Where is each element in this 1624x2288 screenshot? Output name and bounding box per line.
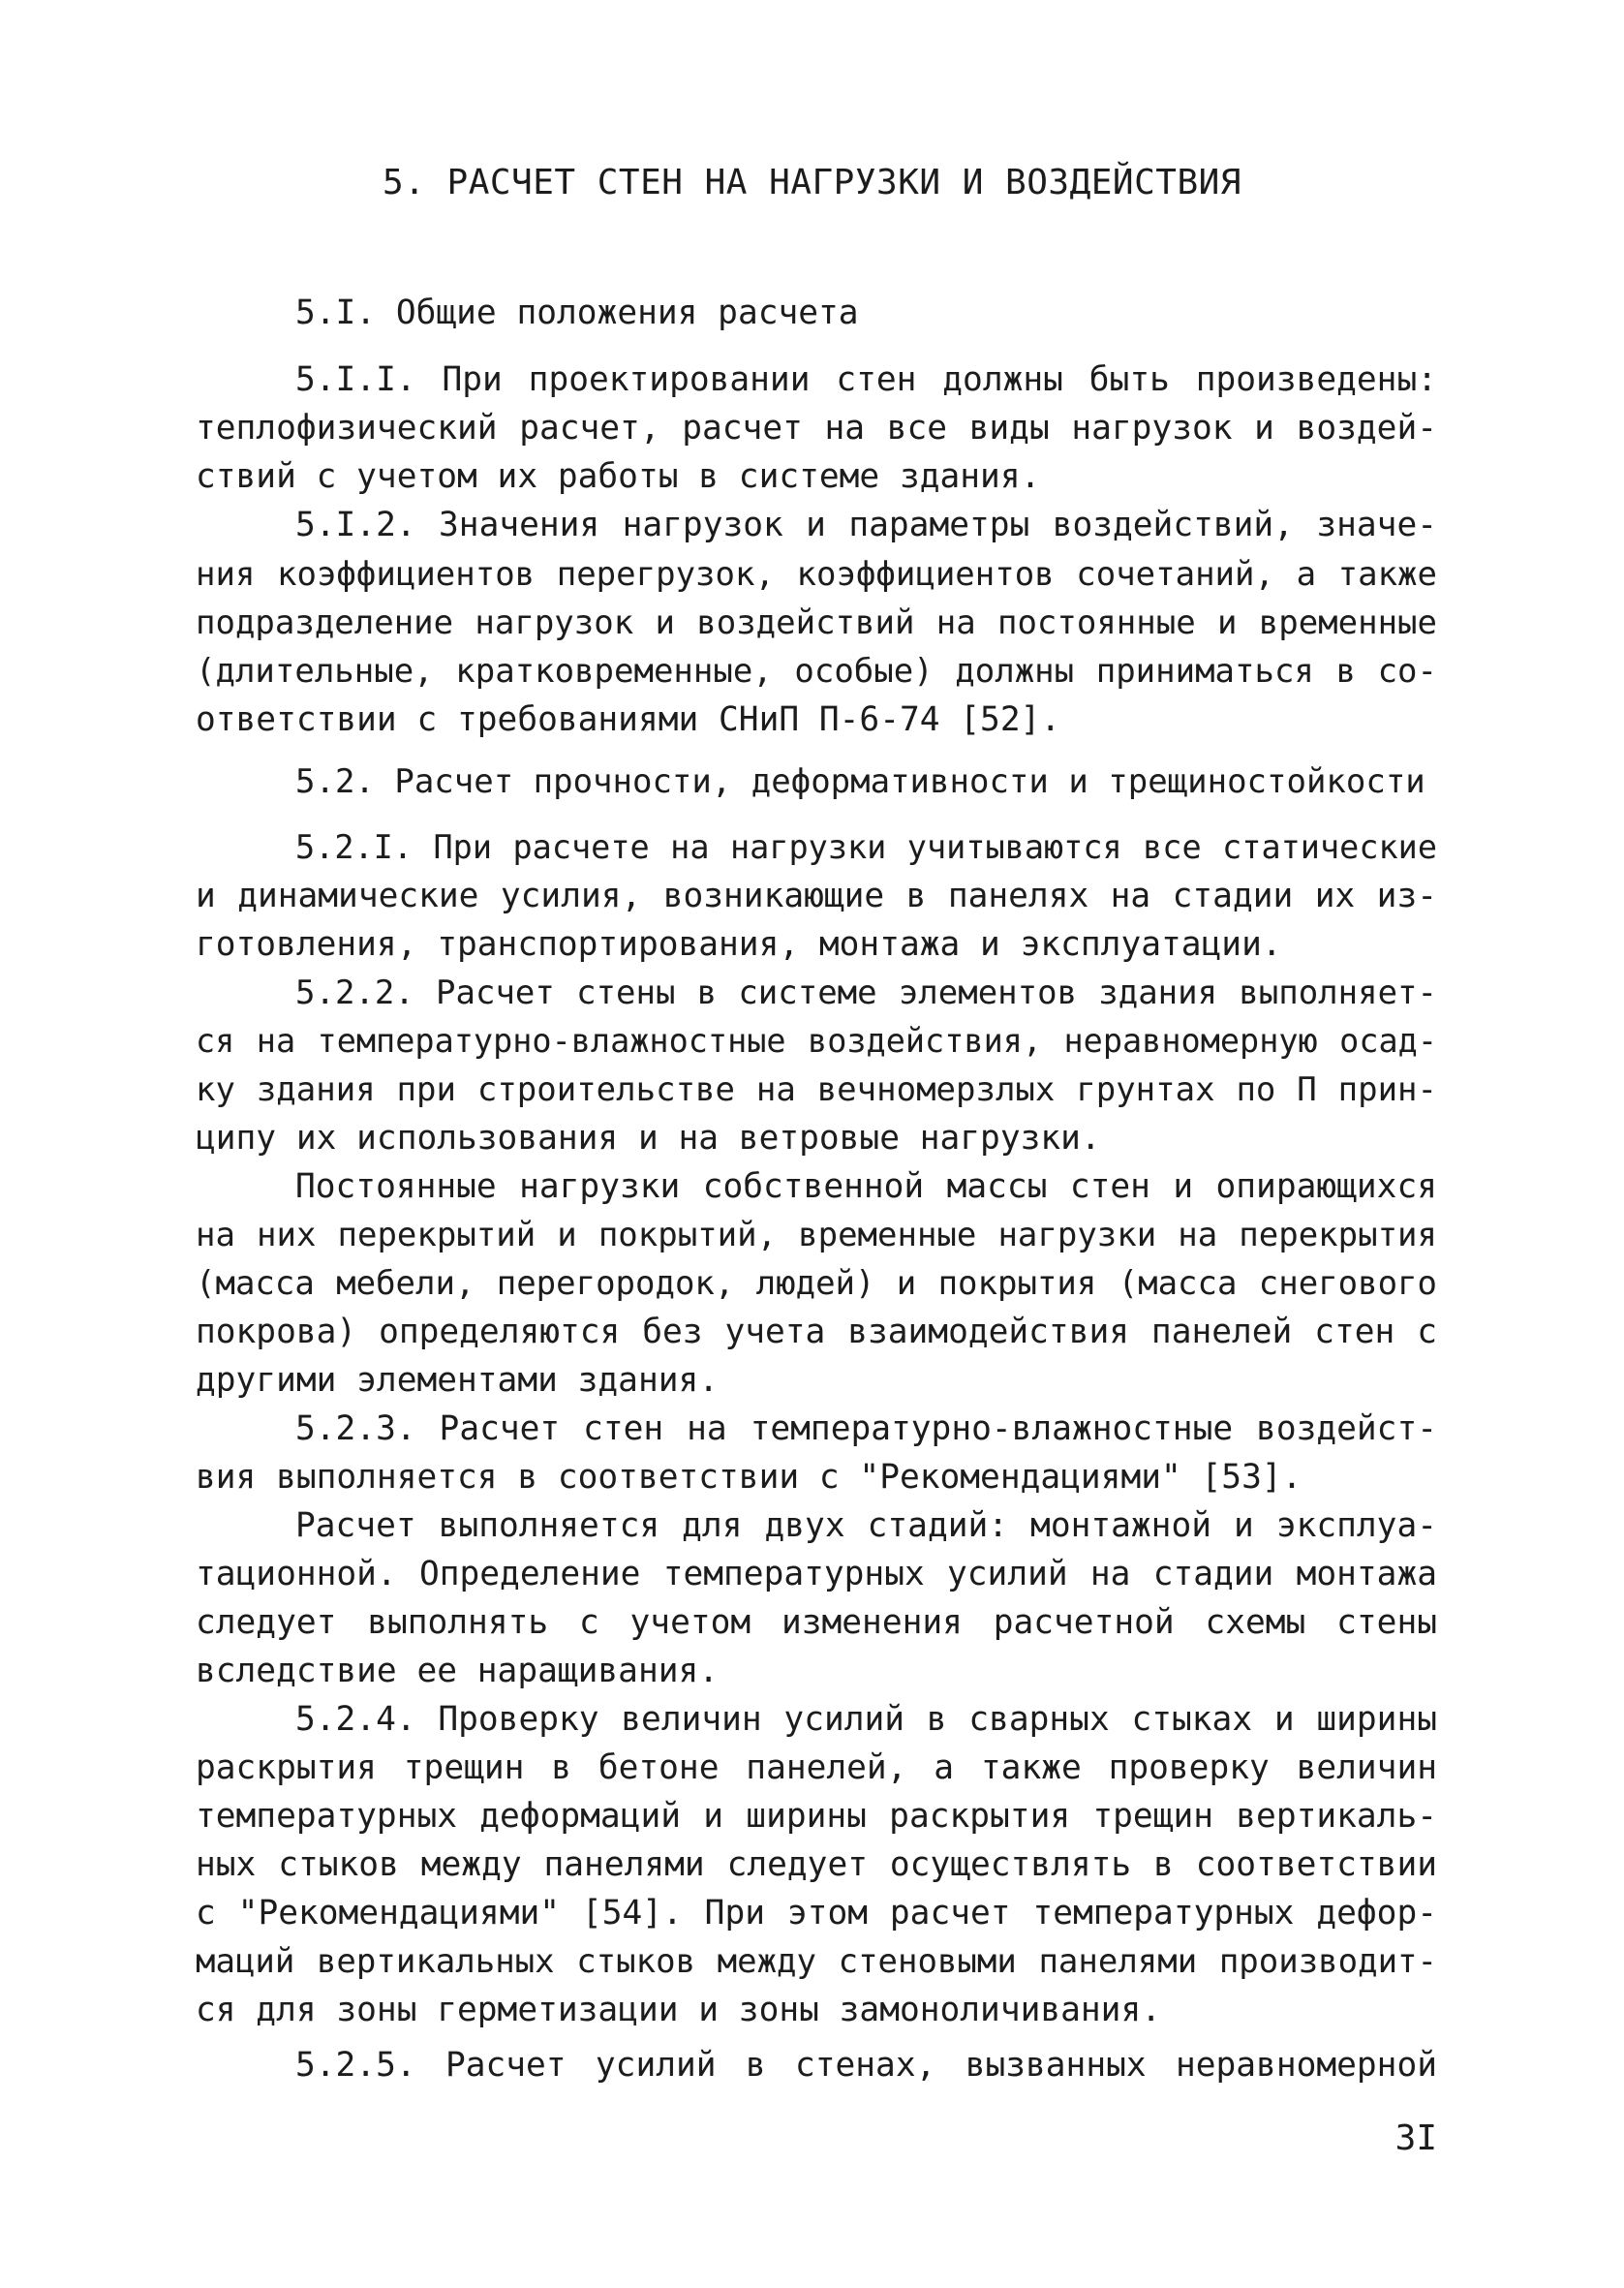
text-line: 5.I.I. При проектировании стен должны быть произведены: <box>295 360 1437 399</box>
text-line: Расчет выполняется для двух стадий: монтажной и эксплуа- <box>295 1506 1437 1545</box>
text-line: (длительные, кратковременные, особые) должны приниматься в со- <box>196 652 1437 691</box>
text-line: вследствие ее наращивания. <box>196 1652 720 1690</box>
text-line: ку здания при строительстве на вечномерзлых грунтах по П прин- <box>196 1070 1437 1109</box>
text-line: 5.2.5. Расчет усилий в стенах, вызванных неравномерной <box>295 2046 1437 2085</box>
text-line: ных стыков между панелями следует осуществлять в соответствии <box>196 1845 1437 1884</box>
text-line: ответствии с требованиями СНиП П-6-74 [52]. <box>196 700 1061 739</box>
text-line: тационной. Определение температурных усилий на стадии монтажа <box>196 1555 1437 1593</box>
page-number: 3I <box>1394 2118 1437 2158</box>
text-line: 5.I.2. Значения нагрузок и параметры воздействий, значе- <box>295 506 1437 544</box>
text-line: 5.2.4. Проверку величин усилий в сварных стыках и ширины <box>295 1700 1437 1739</box>
text-line: раскрытия трещин в бетоне панелей, а также проверку величин <box>196 1748 1437 1787</box>
text-line: ния коэффициентов перегрузок, коэффициентов сочетаний, а также <box>196 555 1437 594</box>
text-line: (масса мебели, перегородок, людей) и покрытия (масса снегового <box>196 1264 1437 1303</box>
text-line: 5.2.I. При расчете на нагрузки учитываются все статические <box>295 828 1437 866</box>
text-line: ципу их использования и на ветровые нагрузки. <box>196 1119 1101 1158</box>
text-line: покрова) определяются без учета взаимодействия панелей стен с <box>196 1313 1437 1351</box>
text-line: теплофизический расчет, расчет на все виды нагрузок и воздей- <box>196 409 1437 448</box>
text-line: подразделение нагрузок и воздействий на постоянные и временные <box>196 603 1437 642</box>
text-line: другими элементами здания. <box>196 1361 720 1400</box>
text-line: 5.2.2. Расчет стены в системе элементов здания выполняет- <box>295 974 1437 1012</box>
subsection-heading: 5.2. Расчет прочности, деформативности и трещиностойкости <box>295 762 1425 801</box>
text-line: и динамические усилия, возникающие в панелях на стадии их из- <box>196 877 1437 915</box>
section-title: 5. РАСЧЕТ СТЕН НА НАГРУЗКИ И ВОЗДЕЙСТВИЯ <box>383 163 1241 202</box>
text-line: маций вертикальных стыков между стеновыми панелями производит- <box>196 1942 1437 1981</box>
text-line: 5.2.3. Расчет стен на температурно-влажностные воздейст- <box>295 1409 1437 1448</box>
text-line: температурных деформаций и ширины раскрытия трещин вертикаль- <box>196 1797 1437 1836</box>
text-line: на них перекрытий и покрытий, временные нагрузки на перекрытия <box>196 1216 1437 1254</box>
text-line: готовления, транспортирования, монтажа и эксплуатации. <box>196 925 1282 964</box>
text-line: вия выполняется в соответствии с "Рекомендациями" [53]. <box>196 1458 1302 1497</box>
text-line: следует выполнять с учетом изменения расчетной схемы стены <box>196 1603 1437 1642</box>
text-line: ствий с учетом их работы в системе здания. <box>196 457 1041 496</box>
text-line: ся на температурно-влажностные воздействия, неравномерную осад- <box>196 1022 1437 1060</box>
text-line: с "Рекомендациями" [54]. При этом расчет температурных дефор- <box>196 1894 1437 1932</box>
text-line: ся для зоны герметизации и зоны замоноличивания. <box>196 1991 1161 2029</box>
text-line: Постоянные нагрузки собственной массы стен и опирающихся <box>295 1167 1437 1206</box>
subsection-heading: 5.I. Общие положения расчета <box>295 294 859 332</box>
